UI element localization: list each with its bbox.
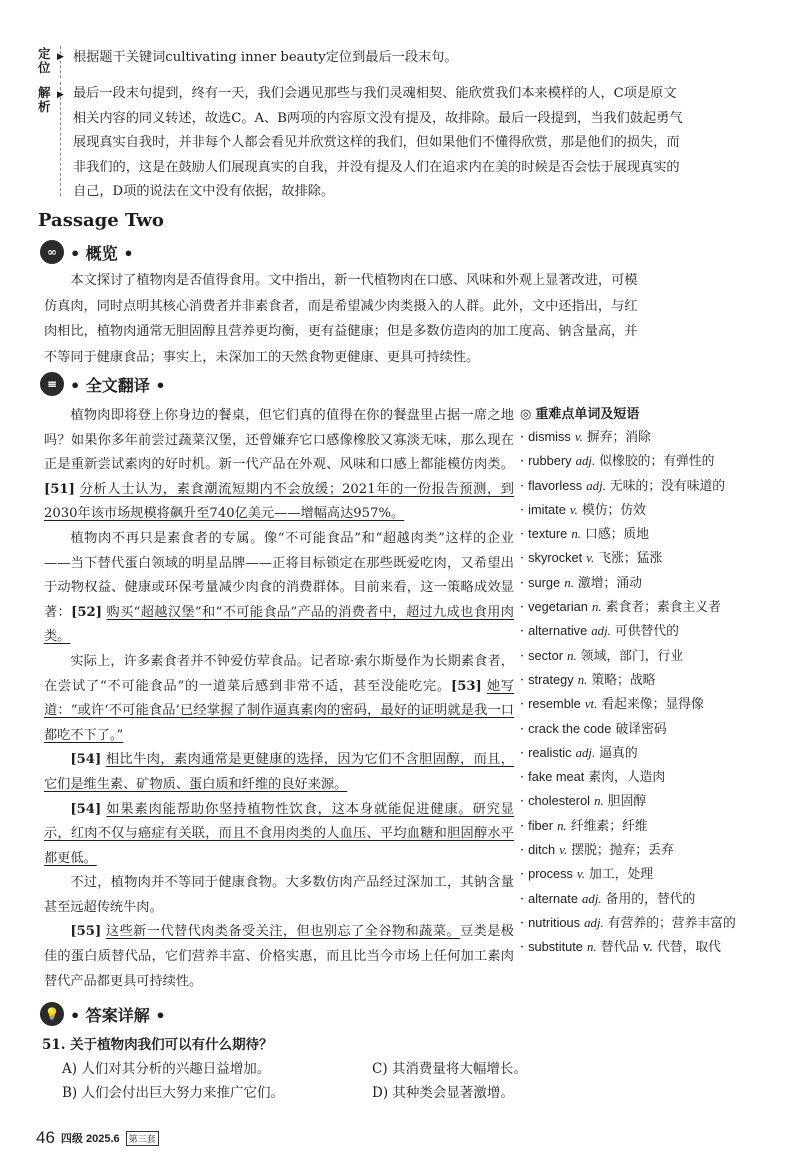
vocab-word: alternative: [528, 623, 588, 639]
question-marker: [52]: [71, 604, 102, 620]
vocab-meaning: 逼真的: [599, 745, 638, 761]
vocab-word: dismiss: [528, 429, 571, 444]
vocab-panel: [520, 405, 764, 960]
key-sentence: 如果素肉能帮助你坚持植物性饮食，这本身就能促进健康。研究显示，红肉不仅与癌症有关联，而且不食用肉类的人血压、平均血糖和胆固醇水平都更低。: [44, 801, 514, 866]
vocab-word: nutritious: [528, 914, 581, 930]
vocab-item: · skyrocket v. 飞涨；猛涨: [520, 550, 663, 567]
vocab-meaning: 可供替代的: [614, 624, 679, 640]
arrow-icon: ▶: [57, 52, 64, 62]
vocab-meaning: 加工，处理: [589, 867, 654, 883]
translation-paragraph-5: [44, 798, 514, 872]
vocab-item: · cholesterol n. 胆固醇: [520, 793, 647, 810]
key-sentence: 相比牛肉，素肉通常是更健康的选择，因为它们不含胆固醇，而且，它们是维生素、矿物质、蛋白质和纤维的良好来源。: [44, 752, 514, 792]
vocab-word: resemble: [528, 696, 581, 712]
vocab-pos: n.: [591, 600, 602, 615]
vocab-item: · rubbery adj. 似橡胶的；有弹性的: [520, 453, 715, 470]
translation-paragraph-1: [44, 404, 514, 527]
vocab-word: substitute: [528, 939, 583, 955]
vocab-item: · strategy n. 策略；战略: [520, 671, 656, 688]
paragraph-text: 植物肉不再只是素食者的专属。像“不可能食品”和“超越肉类”这样的企业——当下替代蛋白领域的明星品牌——正将目标锁定在那些既爱吃肉，又希望出于动物权益、健康或环保考量减少肉食的消费群体。目前来看，这一策略成效显著：: [44, 530, 514, 620]
question-marker: [53]: [450, 678, 482, 694]
infinity-icon: ∞: [40, 240, 64, 264]
vocab-meaning: 纤维素；纤维: [570, 818, 648, 834]
vocab-pos: n.: [564, 575, 574, 590]
vocab-pos: n.: [594, 794, 604, 809]
chat-bubble-icon: ≡: [40, 372, 64, 396]
vocab-word: alternate: [528, 890, 578, 906]
paragraph-text: 植物肉即将登上你身边的餐桌，但它们真的值得在你的餐盘里占据一席之地吗？如果你多年前尝过蔬菜汉堡，还曾嫌弃它口感像橡胶又寡淡无味，那么现在正是重新尝试素肉的好时机。新一代产品在外观、风味和口感上都能模仿肉类。: [44, 408, 514, 473]
locate-rule: [60, 46, 61, 78]
analysis-line: 最后一段末句提到，终有一天，我们会遇见那些与我们灵魂相契、能欣赏我们本来模样的人，C项是原文: [73, 86, 677, 101]
vocab-item: · sector n. 领域，部门，行业: [520, 647, 684, 664]
translation-paragraph-4: [44, 748, 514, 797]
vocab-pos: n.: [567, 648, 577, 663]
overview-line: 仿真肉，同时点明其核心消费者并非素食者，而是希望减少肉类摄入的人群。此外，文中还指出，与红: [44, 298, 638, 314]
vocab-header: [520, 405, 764, 425]
vocab-pos: adj.: [582, 891, 602, 906]
analysis-line: 非我们的，这是在鼓励人们展现真实的自我，并没有提及人们在追求内在美的时候是否会怯于展现真实的: [73, 159, 680, 175]
vocab-word: texture: [528, 526, 568, 542]
vocab-pos: adj.: [575, 454, 596, 469]
vocab-meaning: 飞涨；猛涨: [598, 551, 663, 567]
vocab-item: · crack the code 破译密码: [520, 720, 667, 737]
vocab-pos: v.: [586, 551, 595, 566]
overview-text: [44, 268, 756, 370]
vocab-meaning: 领域，部门，行业: [580, 648, 684, 664]
translation-paragraph-6: [44, 871, 514, 920]
answers-header: [40, 1002, 166, 1026]
vocab-word: realistic: [528, 744, 572, 760]
analysis-line: 自己，D项的说法在文中没有依据，故排除。: [73, 184, 335, 199]
analysis-label-text: 解析: [38, 85, 51, 114]
overview-line: 肉相比，植物肉通常无胆固醇且营养更均衡，更有益健康；但是多数仿造肉的加工度高、钠含量高，并: [44, 324, 638, 339]
vocab-pos: n.: [577, 672, 588, 687]
vocab-word: cholesterol: [528, 793, 591, 809]
analysis-label: [38, 86, 56, 114]
vocab-word: flavorless: [528, 477, 583, 493]
vocab-pos: n.: [557, 818, 567, 833]
translation-body: [44, 404, 514, 994]
vocab-word: sector: [528, 647, 563, 663]
vocab-pos: adj.: [586, 478, 606, 493]
vocab-meaning: 看起来像；显得像: [601, 697, 704, 713]
vocab-meaning: 策略；战略: [591, 672, 656, 688]
overview-line: 不等同于健康食品；事实上，未深加工的天然食物更健康、更具可持续性。: [44, 349, 480, 365]
analysis-text: [73, 82, 764, 205]
vocab-item: · vegetarian n. 素食者；素食主义者: [520, 599, 721, 616]
vocab-pos: n.: [571, 527, 581, 542]
vocab-list: [520, 425, 764, 960]
vocab-meaning: 激增；涌动: [577, 575, 642, 591]
page-number: 46: [36, 1128, 55, 1147]
issue-label: 四级 2025.6: [60, 1133, 120, 1145]
analysis-line: 展现真实自我时，并非每个人都会看见并欣赏这样的我们，但如果他们不懂得欣赏，那是他们的损失，而: [73, 135, 680, 150]
question-marker: [51]: [44, 481, 75, 497]
target-icon: ◎: [520, 407, 532, 422]
vocab-pos: v.: [569, 502, 578, 517]
vocab-meaning: 备用的，替代的: [605, 891, 696, 907]
vocab-title: 重难点单词及短语: [535, 407, 640, 422]
vocab-item: · dismiss v. 摒弃；消除: [520, 429, 651, 445]
question-stem: 51. 关于植物肉我们可以有什么期待？: [42, 1037, 273, 1053]
option-a[interactable]: A) 人们对其分析的兴趣日益增加。: [62, 1061, 271, 1077]
vocab-meaning: 口感；质地: [585, 527, 650, 543]
option-c[interactable]: C) 其消费量将大幅增长。: [372, 1061, 527, 1077]
vocab-pos: n.: [587, 940, 597, 955]
translation-header: [40, 372, 166, 396]
vocab-meaning: 替代品 v. 代替，取代: [600, 940, 721, 956]
vocab-meaning: 摆脱；抛弃；丢弃: [571, 843, 674, 859]
vocab-item: · flavorless adj. 无味的；没有味道的: [520, 477, 726, 494]
key-sentence: 购买“超越汉堡”和“不可能食品”产品的消费者中，超过九成也食用肉类。: [44, 604, 514, 645]
vocab-meaning: 无味的；没有味道的: [609, 478, 726, 494]
paragraph-text: 豆类是极佳的蛋白质替代品，它们营养丰富、价格实惠，而且比当今市场上任何加工素肉替代产品都更具可持续性。: [44, 924, 514, 989]
answers-title: • 答案详解 •: [70, 1005, 166, 1025]
vocab-meaning: 有营养的；营养丰富的: [607, 915, 736, 931]
key-sentence: 她写道：“或许‘不可能食品’已经掌握了制作逼真素肉的密码，最好的证明就是我一口都吃不下了。”: [44, 678, 514, 743]
vocab-meaning: 素食者；素食主义者: [605, 600, 721, 616]
vocab-word: imitate: [528, 501, 566, 517]
translation-paragraph-3: [44, 650, 514, 748]
vocab-item: · nutritious adj. 有营养的；营养丰富的: [520, 914, 736, 931]
vocab-item: · surge n. 激增；涌动: [520, 574, 642, 591]
vocab-pos: vt.: [584, 697, 598, 712]
vocab-word: fake meat: [528, 769, 585, 785]
vocab-word: vegetarian: [528, 599, 588, 615]
vocab-word: surge: [528, 574, 561, 590]
page-footer: [36, 1128, 159, 1148]
vocab-pos: adj.: [591, 624, 611, 639]
vocab-item: · fake meat 素肉，人造肉: [520, 769, 666, 786]
option-b[interactable]: B) 人们会付出巨大努力来推广它们。: [62, 1085, 284, 1101]
vocab-meaning: 模仿；仿效: [581, 502, 646, 518]
vocab-word: skyrocket: [528, 550, 583, 566]
vocab-item: · fiber n. 纤维素；纤维: [520, 817, 648, 834]
option-d[interactable]: D) 其种类会显著激增。: [372, 1085, 514, 1101]
vocab-word: crack the code: [528, 720, 612, 736]
vocab-meaning: 胆固醇: [607, 794, 647, 810]
question-marker: [55]: [70, 924, 102, 940]
question-marker: [54]: [70, 801, 102, 817]
set-badge: 第三套: [126, 1131, 159, 1146]
translation-paragraph-7: [44, 920, 514, 994]
question-marker: [54]: [70, 752, 102, 768]
vocab-item: · realistic adj. 逼真的: [520, 744, 638, 761]
vocab-item: · imitate v. 模仿；仿效: [520, 501, 646, 518]
vocab-meaning: 似橡胶的；有弹性的: [599, 454, 715, 470]
vocab-item: · ditch v. 摆脱；抛弃；丢弃: [520, 842, 674, 859]
arrow-icon: ▶: [57, 90, 64, 100]
vocab-word: rubbery: [528, 453, 572, 469]
vocab-item: · alternative adj. 可供替代的: [520, 623, 679, 640]
vocab-meaning: 破译密码: [615, 721, 667, 737]
overview-title: • 概览 •: [70, 243, 134, 263]
analysis-line: 相关内容的同义转述，故选C。A、B两项的内容原文没有提及，故排除。最后一段提到，当我们鼓起勇气: [73, 110, 683, 126]
vocab-word: fiber: [528, 817, 554, 833]
key-sentence: 分析人士认为，素食潮流短期内不会放缓；2021年的一份报告预测，到2030年该市场规模将飙升至740亿美元——增幅高达957%。: [44, 481, 514, 522]
vocab-meaning: 素肉，人造肉: [588, 770, 666, 786]
translation-paragraph-2: [44, 527, 514, 650]
locate-text: 根据题干关键词cultivating inner beauty定位到最后一段末句。: [73, 50, 458, 65]
locate-label-text: 定位: [38, 46, 51, 75]
overview-header: [40, 240, 134, 264]
vocab-pos: v.: [574, 430, 583, 444]
paragraph-text: 实际上，许多素食者并不钟爱仿荤食品。记者琼·索尔斯曼作为长期素食者，在尝试了“不可能食品”的一道菜后感到非常不适，甚至没能吃完。: [44, 653, 514, 694]
overview-line: 本文探讨了植物肉是否值得食用。文中指出，新一代植物肉在口感、风味和外观上显著改进，可模: [70, 273, 638, 288]
key-sentence: 这些新一代替代肉类备受关注，但也别忘了全谷物和蔬菜。: [105, 924, 460, 940]
vocab-word: ditch: [528, 842, 556, 858]
lightbulb-icon: 💡: [40, 1002, 64, 1026]
vocab-word: process: [528, 866, 573, 882]
vocab-item: · alternate adj. 备用的，替代的: [520, 890, 696, 907]
vocab-item: · substitute n. 替代品 v. 代替，取代: [520, 939, 721, 956]
vocab-pos: v.: [577, 867, 585, 882]
locate-label: [38, 47, 56, 75]
passage-title: Passage Two: [38, 210, 164, 231]
vocab-word: strategy: [528, 671, 574, 687]
paragraph-text: 不过，植物肉并不等同于健康食物。大多数仿肉产品经过深加工，其钠含量甚至远超传统牛肉。: [44, 875, 514, 915]
vocab-pos: adj.: [575, 745, 596, 760]
vocab-meaning: 摒弃；消除: [586, 430, 651, 445]
vocab-pos: adj.: [584, 915, 604, 930]
vocab-pos: v.: [559, 843, 568, 858]
vocab-item: · resemble vt. 看起来像；显得像: [520, 696, 704, 713]
translation-title: • 全文翻译 •: [70, 375, 166, 395]
vocab-item: · process v. 加工，处理: [520, 866, 654, 883]
vocab-item: · texture n. 口感；质地: [520, 526, 650, 543]
